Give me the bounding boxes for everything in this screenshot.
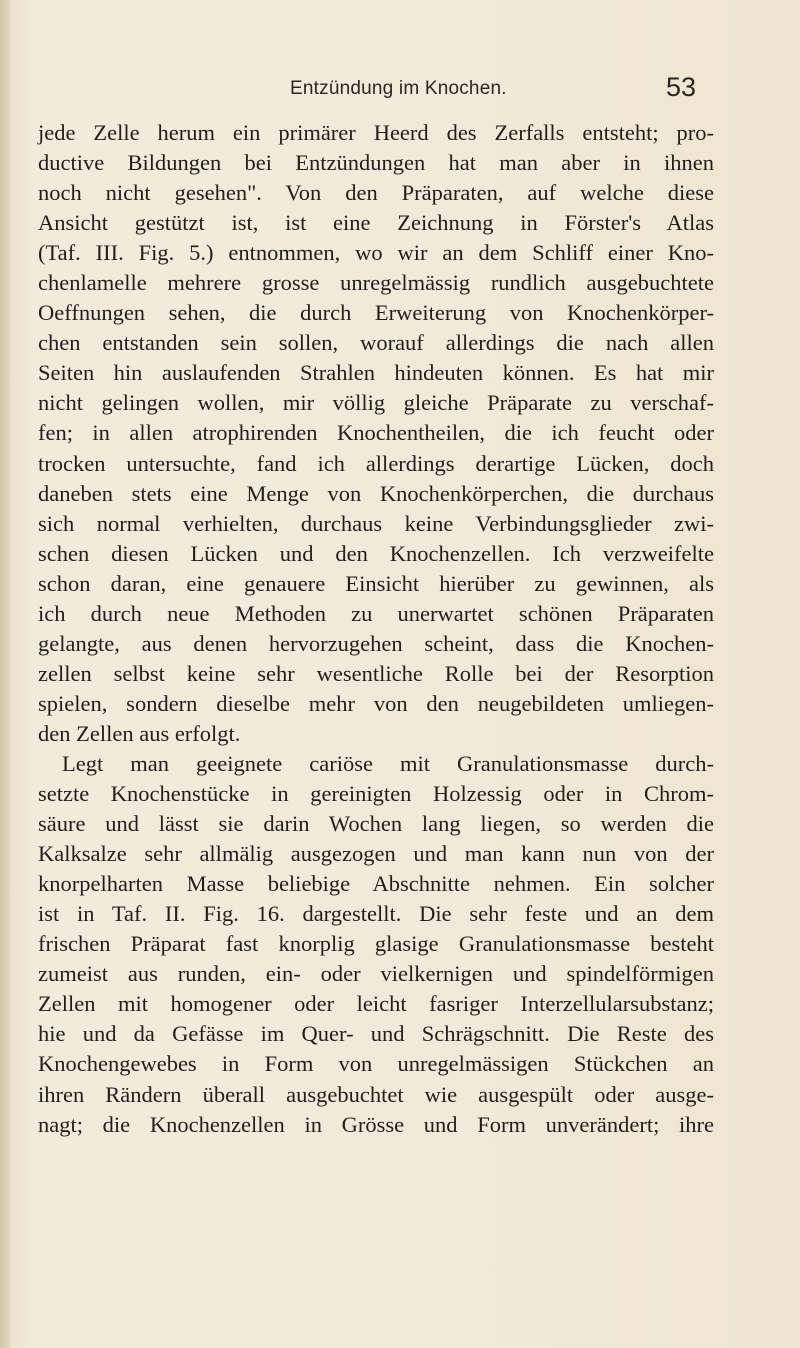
text-line: nicht gelingen wollen, mir völlig gleiche Präparate zu verschaf- xyxy=(38,390,714,416)
paragraph-start-line: Legt man geeignete cariöse mit Granulationsmasse durch- xyxy=(62,750,714,776)
text-line: daneben stets eine Menge von Knochenkörperchen, die durchaus xyxy=(38,480,714,506)
text-line: spielen, sondern dieselbe mehr von den neugebildeten umliegen- xyxy=(38,690,714,716)
page-binding-edge xyxy=(0,0,10,1348)
text-line: ich durch neue Methoden zu unerwartet schönen Präparaten xyxy=(38,600,714,626)
text-line: zumeist aus runden, ein- oder vielkernigen und spindelförmigen xyxy=(38,961,714,987)
text-line: (Taf. III. Fig. 5.) entnommen, wo wir an dem Schliff einer Kno- xyxy=(38,240,714,266)
text-line: schon daran, eine genauere Einsicht hierüber zu gewinnen, als xyxy=(38,570,714,596)
text-line: säure und lässt sie darin Wochen lang liegen, so werden die xyxy=(38,811,714,837)
text-line: ist in Taf. II. Fig. 16. dargestellt. Die sehr feste und an dem xyxy=(38,901,714,927)
text-line: chen entstanden sein sollen, worauf allerdings die nach allen xyxy=(38,330,714,356)
text-line: zellen selbst keine sehr wesentliche Rolle bei der Resorption xyxy=(38,660,714,686)
paragraph-end-line: den Zellen aus erfolgt. xyxy=(38,720,241,746)
text-line: chenlamelle mehrere grosse unregelmässig rundlich ausgebuchtete xyxy=(38,270,714,296)
text-line: knorpelharten Masse beliebige Abschnitte nehmen. Ein solcher xyxy=(38,871,714,897)
text-line: nagt; die Knochenzellen in Grösse und Form unverändert; ihre xyxy=(38,1111,714,1137)
text-line: Knochengewebes in Form von unregelmässigen Stückchen an xyxy=(38,1051,714,1077)
body-text xyxy=(38,118,714,1140)
text-line: Kalksalze sehr allmälig ausgezogen und man kann nun von der xyxy=(38,841,714,867)
text-line: ihren Rändern überall ausgebuchtet wie ausgespült oder ausge- xyxy=(38,1081,714,1107)
text-line: Oeffnungen sehen, die durch Erweiterung von Knochenkörper- xyxy=(38,300,714,326)
text-line: gelangte, aus denen hervorzugehen scheint, dass die Knochen- xyxy=(38,630,714,656)
running-head: Entzündung im Knochen. xyxy=(290,78,507,99)
text-line: Seiten hin auslaufenden Strahlen hindeuten können. Es hat mir xyxy=(38,360,714,386)
text-line: sich normal verhielten, durchaus keine Verbindungsglieder zwi- xyxy=(38,510,714,536)
page-header xyxy=(0,70,800,110)
text-line: Ansicht gestützt ist, ist eine Zeichnung in Förster's Atlas xyxy=(38,210,714,236)
text-line: setzte Knochenstücke in gereinigten Holzessig oder in Chrom- xyxy=(38,781,714,807)
page-number: 53 xyxy=(666,72,697,102)
text-line: trocken untersuchte, fand ich allerdings derartige Lücken, doch xyxy=(38,450,714,476)
text-line: hie und da Gefässe im Quer- und Schrägschnitt. Die Reste des xyxy=(38,1021,714,1047)
text-line: jede Zelle herum ein primärer Heerd des Zerfalls entsteht; pro- xyxy=(38,120,714,145)
text-line: ductive Bildungen bei Entzündungen hat man aber in ihnen xyxy=(38,150,714,176)
text-line: schen diesen Lücken und den Knochenzellen. Ich verzweifelte xyxy=(38,540,714,566)
text-line: noch nicht gesehen". Von den Präparaten, auf welche diese xyxy=(38,180,714,206)
text-line: fen; in allen atrophirenden Knochentheilen, die ich feucht oder xyxy=(38,420,714,446)
text-line: frischen Präparat fast knorplig glasige Granulationsmasse besteht xyxy=(38,931,714,957)
text-line: Zellen mit homogener oder leicht fasriger Interzellularsubstanz; xyxy=(38,991,714,1017)
